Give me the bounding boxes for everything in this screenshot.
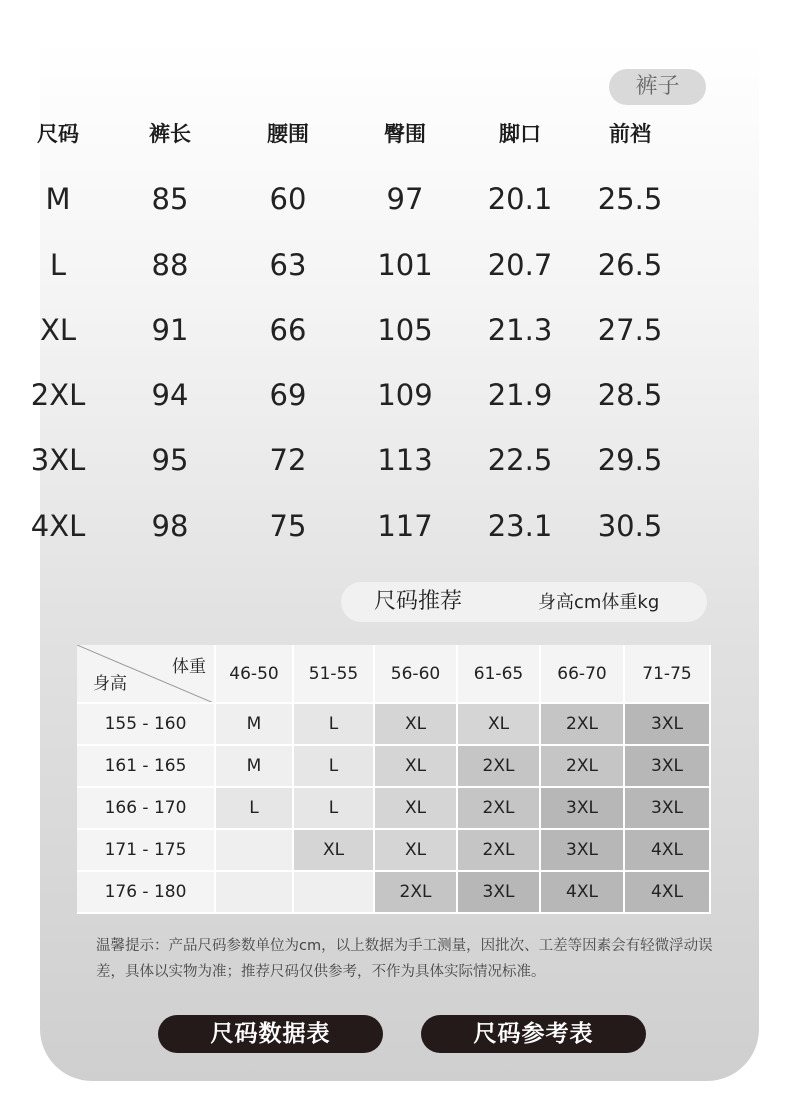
size-cell: 2XL (458, 830, 541, 872)
grid-corner-cell (77, 645, 216, 704)
cell-hem: 21.3 (487, 313, 553, 347)
size-cell: L (216, 788, 294, 830)
size-recommend-banner (341, 582, 707, 622)
size-cell: XL (294, 830, 375, 872)
cell-waist: 72 (269, 443, 307, 477)
header-rise: 前裆 (609, 122, 651, 146)
header-hip: 臀围 (384, 122, 426, 146)
recommend-title: 尺码推荐 (374, 589, 463, 614)
header-hem: 脚口 (499, 122, 541, 146)
cell-size: 2XL (30, 378, 86, 412)
height-row-header: 171 - 175 (77, 830, 216, 872)
cell-length: 98 (151, 509, 189, 543)
cell-rise: 27.5 (597, 313, 663, 347)
weight-col-header: 56-60 (375, 645, 458, 704)
cell-length: 94 (151, 378, 189, 412)
cell-size: L (49, 248, 67, 282)
cell-hem: 20.7 (487, 248, 553, 282)
header-size: 尺码 (37, 122, 79, 146)
size-cell: L (294, 704, 375, 746)
cell-hem: 20.1 (487, 182, 553, 216)
size-cell (216, 872, 294, 914)
size-cell (216, 830, 294, 872)
cell-rise: 30.5 (597, 509, 663, 543)
height-row-header: 161 - 165 (77, 746, 216, 788)
weight-col-header: 71-75 (625, 645, 711, 704)
height-row-header: 155 - 160 (77, 704, 216, 746)
cell-hip: 117 (377, 509, 433, 543)
cell-hem: 21.9 (487, 378, 553, 412)
category-tag-pants: 裤子 (609, 69, 706, 105)
cell-hem: 23.1 (487, 509, 553, 543)
corner-weight-label: 体重 (172, 657, 206, 677)
size-cell: 3XL (541, 788, 625, 830)
size-cell (294, 872, 375, 914)
size-cell: 2XL (541, 746, 625, 788)
size-cell: 2XL (458, 788, 541, 830)
size-cell: 3XL (625, 704, 711, 746)
cell-hip: 109 (377, 378, 433, 412)
size-cell: 4XL (625, 830, 711, 872)
size-cell: M (216, 746, 294, 788)
weight-col-header: 46-50 (216, 645, 294, 704)
cell-waist: 60 (269, 182, 307, 216)
size-cell: 2XL (458, 746, 541, 788)
size-cell: 3XL (625, 788, 711, 830)
size-cell: M (216, 704, 294, 746)
header-length: 裤长 (149, 122, 191, 146)
size-data-table-button[interactable]: 尺码数据表 (158, 1015, 383, 1053)
size-cell: L (294, 746, 375, 788)
cell-hip: 97 (386, 182, 424, 216)
cell-waist: 63 (269, 248, 307, 282)
size-cell: 2XL (541, 704, 625, 746)
cell-length: 85 (151, 182, 189, 216)
cell-hip: 101 (377, 248, 433, 282)
cell-size: XL (39, 313, 77, 347)
weight-col-header: 66-70 (541, 645, 625, 704)
measurement-note: 温馨提示：产品尺码参数单位为cm，以上数据为手工测量，因批次、工差等因素会有轻微浮动误差，具体以实物为准；推荐尺码仅供参考，不作为具体实际情况标准。 (96, 938, 713, 980)
size-cell: XL (375, 788, 458, 830)
cell-waist: 69 (269, 378, 307, 412)
size-cell: 3XL (625, 746, 711, 788)
weight-col-header: 61-65 (458, 645, 541, 704)
weight-col-header: 51-55 (294, 645, 375, 704)
cell-rise: 25.5 (597, 182, 663, 216)
cell-rise: 28.5 (597, 378, 663, 412)
size-cell: 3XL (541, 830, 625, 872)
cell-rise: 29.5 (597, 443, 663, 477)
cell-length: 91 (151, 313, 189, 347)
cell-hem: 22.5 (487, 443, 553, 477)
size-cell: 4XL (625, 872, 711, 914)
size-reference-table-button[interactable]: 尺码参考表 (421, 1015, 646, 1053)
size-cell: XL (458, 704, 541, 746)
size-cell: 3XL (458, 872, 541, 914)
cell-waist: 66 (269, 313, 307, 347)
cell-waist: 75 (269, 509, 307, 543)
header-waist: 腰围 (267, 122, 309, 146)
height-row-header: 166 - 170 (77, 788, 216, 830)
size-cell: 2XL (375, 872, 458, 914)
cell-size: 4XL (30, 509, 86, 543)
cell-rise: 26.5 (597, 248, 663, 282)
cell-length: 95 (151, 443, 189, 477)
recommend-unit: 身高cm体重kg (538, 592, 660, 613)
height-row-header: 176 - 180 (77, 872, 216, 914)
corner-height-label: 身高 (93, 674, 127, 694)
size-cell: XL (375, 704, 458, 746)
cell-size: M (45, 182, 71, 216)
cell-hip: 105 (377, 313, 433, 347)
size-cell: XL (375, 746, 458, 788)
size-cell: L (294, 788, 375, 830)
cell-length: 88 (151, 248, 189, 282)
size-recommend-grid (77, 645, 711, 914)
cell-hip: 113 (377, 443, 433, 477)
size-cell: 4XL (541, 872, 625, 914)
size-cell: XL (375, 830, 458, 872)
cell-size: 3XL (30, 443, 86, 477)
